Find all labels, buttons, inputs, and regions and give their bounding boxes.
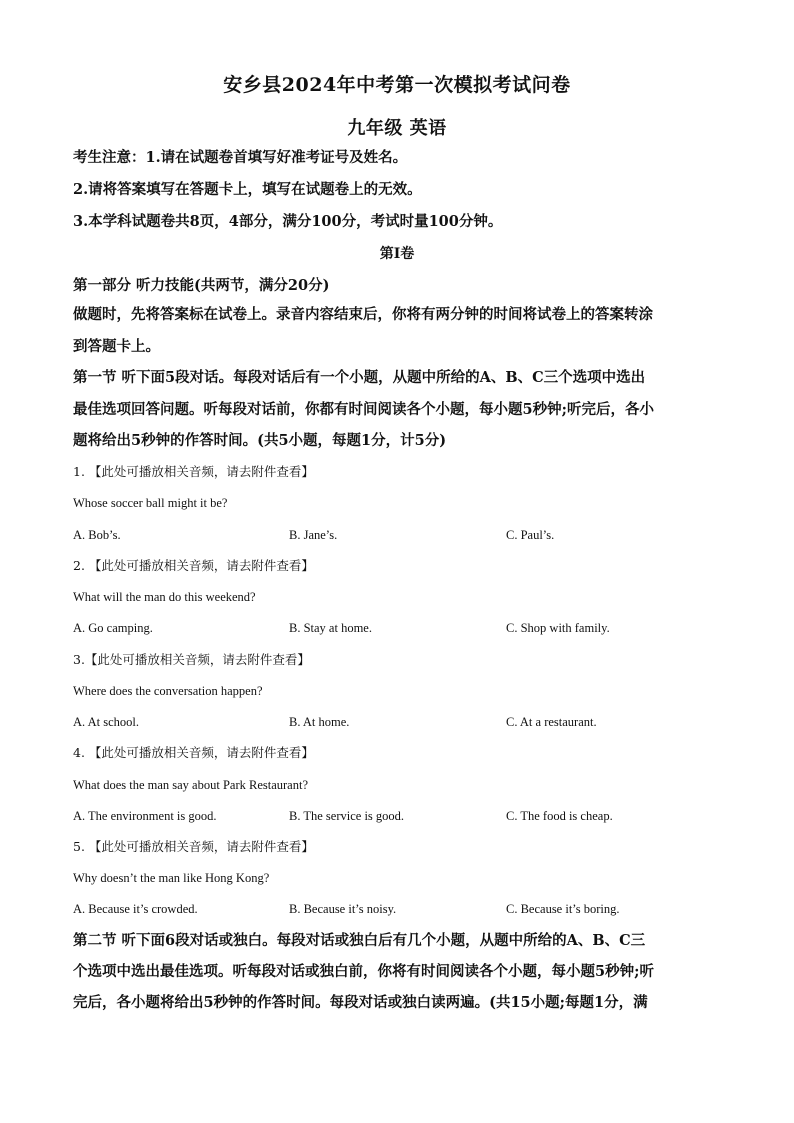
q4-option-b: B. The service is good.: [289, 809, 405, 823]
audio-note-2: 2. 【此处可播放相关音频，请去附件查看】: [73, 558, 314, 573]
part1-instruction-line-1: 做题时，先将答案标在试卷上。录音内容结束后，你将有两分钟的时间将试卷上的答案转涂: [73, 306, 653, 323]
exam-subtitle: 九年级 英语: [347, 118, 447, 139]
part1-heading: 第一部分 听力技能(共两节，满分20分): [73, 277, 330, 294]
q3-option-a: A. At school.: [73, 715, 139, 729]
question-1: Whose soccer ball might it be?: [73, 496, 228, 510]
audio-note-1: 1. 【此处可播放相关音频，请去附件查看】: [73, 464, 314, 479]
notice-line-1: 考生注意：1.请在试题卷首填写好准考证号及姓名。: [73, 149, 408, 166]
q1-option-c: C. Paul’s.: [506, 528, 555, 542]
q3-option-b: B. At home.: [289, 715, 350, 729]
q4-option-c: C. The food is cheap.: [506, 809, 613, 823]
q5-option-c: C. Because it’s boring.: [506, 902, 620, 916]
question-4: What does the man say about Park Restaurant?: [73, 778, 308, 792]
question-5: Why doesn’t the man like Hong Kong?: [73, 871, 270, 885]
exam-title: 安乡县2024年中考第一次模拟考试问卷: [223, 74, 571, 96]
audio-note-3: 3.【此处可播放相关音频，请去附件查看】: [73, 652, 310, 667]
notice-line-2: 2.请将答案填写在答题卡上，填写在试题卷上的无效。: [73, 181, 422, 198]
q3-option-c: C. At a restaurant.: [506, 715, 597, 729]
q2-option-a: A. Go camping.: [73, 621, 153, 635]
section1-line-2: 最佳选项回答问题。听每段对话前，你都有时间阅读各个小题，每小题5秒钟;听完后，各小: [73, 401, 654, 418]
section2-line-1: 第二节 听下面6段对话或独白。每段对话或独白后有几个小题，从题中所给的A、B、C三: [73, 932, 646, 949]
question-3: Where does the conversation happen?: [73, 684, 263, 698]
section2-line-2: 个选项中选出最佳选项。听每段对话或独白前，你将有时间阅读各个小题，每小题5秒钟;听: [73, 963, 654, 980]
q4-option-a: A. The environment is good.: [73, 809, 217, 823]
question-2: What will the man do this weekend?: [73, 590, 256, 604]
q2-option-b: B. Stay at home.: [289, 621, 372, 635]
volume-label: 第Ⅰ卷: [379, 246, 415, 262]
audio-note-4: 4. 【此处可播放相关音频，请去附件查看】: [73, 745, 314, 760]
section1-line-3: 题将给出5秒钟的作答时间。(共5小题，每题1分，计5分): [73, 432, 447, 449]
audio-note-5: 5. 【此处可播放相关音频，请去附件查看】: [73, 839, 314, 854]
section2-line-3: 完后，各小题将给出5秒钟的作答时间。每段对话或独白读两遍。(共15小题;每题1分，满: [73, 994, 648, 1011]
q1-option-a: A. Bob’s.: [73, 528, 121, 542]
notice-line-3: 3.本学科试题卷共8页，4部分，满分100分，考试时量100分钟。: [73, 213, 503, 230]
q5-option-b: B. Because it’s noisy.: [289, 902, 397, 916]
section1-line-1: 第一节 听下面5段对话。每段对话后有一个小题，从题中所给的A、B、C三个选项中选出: [73, 369, 646, 386]
q2-option-c: C. Shop with family.: [506, 621, 610, 635]
part1-instruction-line-2: 到答题卡上。: [73, 338, 160, 355]
q1-option-b: B. Jane’s.: [289, 528, 338, 542]
q5-option-a: A. Because it’s crowded.: [73, 902, 198, 916]
